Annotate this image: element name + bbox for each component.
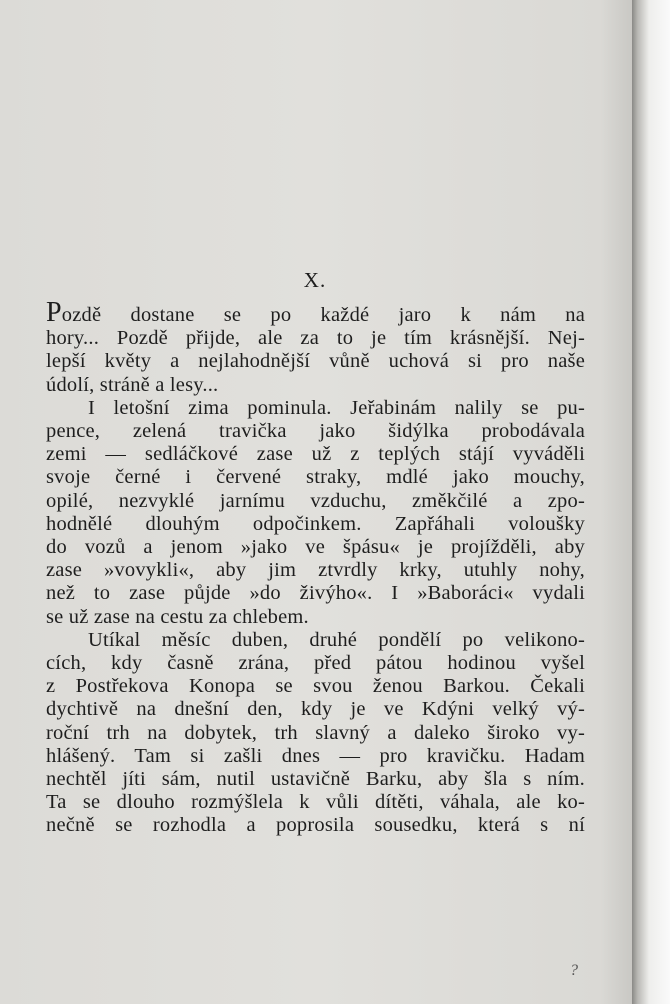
- text-line: roční trh na dobytek, trh slavný a daleko široko vy-: [46, 721, 585, 744]
- text-line: hlášený. Tam si zašli dnes — pro kravičku. Hadam: [46, 744, 585, 767]
- text-line: hory... Pozdě přijde, ale za to je tím krásnější. Nej-: [46, 327, 585, 350]
- text-line: z Postřekova Konopa se svou ženou Barkou. Čekali: [46, 675, 585, 698]
- text-line: pence, zelená travička jako šidýlka probodávala: [46, 420, 585, 443]
- text-line: I letošní zima pominula. Jeřabinám nalily se pu-: [88, 396, 585, 419]
- text-line: opilé, nezvyklé jarnímu vzduchu, změkčilé a zpo-: [46, 489, 585, 512]
- paragraph-3: [46, 629, 585, 838]
- text-line: zemi — sedláčkové zase už z teplých stájí vyváděli: [46, 443, 585, 466]
- chapter-heading: X.: [303, 268, 327, 292]
- drop-cap: P: [46, 297, 62, 328]
- text-line: do vozů a jenom »jako ve špásu« je projížděli, aby: [46, 536, 585, 559]
- text-line: svoje černé i červené straky, mdlé jako mouchy,: [46, 466, 585, 489]
- text-line: zase »vovykli«, aby jim ztvrdly krky, utuhly nohy,: [46, 559, 585, 582]
- text-line: cích, kdy časně zrána, před pátou hodinou vyšel: [46, 652, 585, 675]
- body-text: [46, 297, 585, 838]
- text-line: nečně se rozhodla a poprosila sousedku, která s ní: [46, 814, 585, 837]
- page-edge: [632, 0, 670, 1004]
- text-line: lepší květy a nejlahodnější vůně uchová si pro naše: [46, 350, 585, 373]
- text-line: dychtivě na dnešní den, kdy je ve Kdýni velký vý-: [46, 698, 585, 721]
- text-line: Utíkal měsíc duben, druhé pondělí po velikono-: [88, 628, 585, 651]
- text-line: údolí, stráně a lesy...: [46, 373, 219, 396]
- text-line: nechtěl jíti sám, nutil ustavičně Barku, aby šla s ním.: [46, 768, 585, 791]
- corner-mark: ?: [570, 962, 578, 979]
- text-line: hodnělé dlouhým odpočinkem. Zapřáhali voloušky: [46, 512, 585, 535]
- text-line: Pozdě dostane se po každé jaro k nám na: [46, 297, 585, 328]
- text-line: se už zase na cestu za chlebem.: [46, 605, 309, 628]
- text-line: Ta se dlouho rozmýšlela k vůli dítěti, váhala, ale ko-: [46, 791, 585, 814]
- text-line: než to zase půjde »do živýho«. I »Baboráci« vydali: [46, 582, 585, 605]
- paragraph-1: [46, 297, 585, 397]
- paragraph-2: [46, 397, 585, 629]
